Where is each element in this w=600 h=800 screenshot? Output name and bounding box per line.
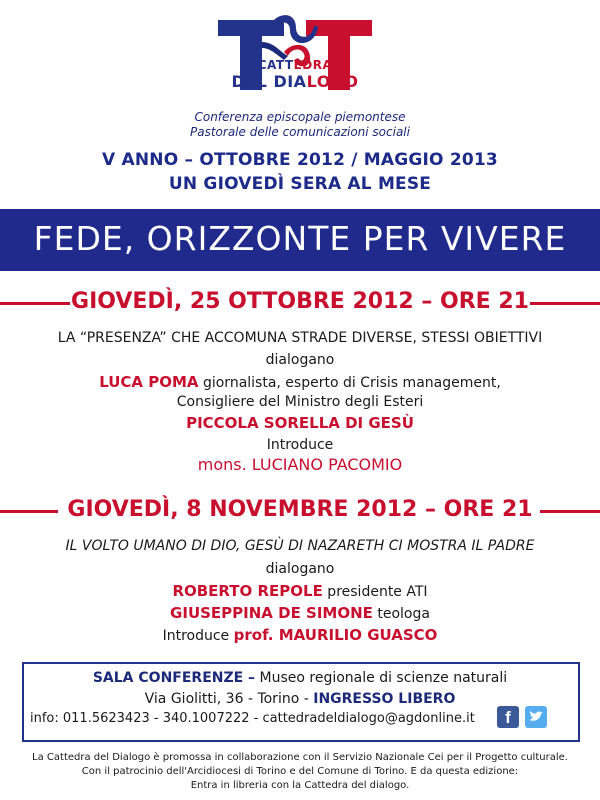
event2-introduce: Introduce [162,628,234,644]
venue-info: info: 011.5623423 - 340.1007222 - cattedradeldialogo@agdonline.it [30,711,475,726]
event1-dialogano: dialogano [265,352,335,368]
event2-topic: IL VOLTO UMANO DI DIO, GESÙ DI NAZARETH CI MOSTRA IL PADRE [65,538,535,554]
event2-speaker1-role: presidente ATI [322,584,428,600]
season-line1: V ANNO – OTTOBRE 2012 / MAGGIO 2013 [102,150,498,170]
logo-text-line2: DEL DIALOGO [231,72,359,91]
venue-name: SALA CONFERENZE – [92,670,256,686]
event1-moderator: mons. LUCIANO PACOMIO [197,455,403,474]
event1-speaker1-role: giornalista, esperto di Crisis management, [198,375,501,391]
footer-line3: Entra in libreria con la Cattedra del dialogo. [190,780,410,791]
venue-entry: INGRESSO LIBERO [313,691,456,707]
event2-date: GIOVEDÌ, 8 NOVEMBRE 2012 – ORE 21 [67,497,533,522]
footer-line1: La Cattedra del Dialogo è promossa in collaborazione con il Servizio Nazionale Cei per il Progetto culturale. [32,752,568,763]
event1-topic: LA “PRESENZA” CHE ACCOMUNA STRADE DIVERSE, STESSI OBIETTIVI [57,330,543,346]
organizer-line2: Pastorale delle comunicazioni sociali [190,125,410,139]
twitter-bird-icon [525,706,547,728]
event2-speaker1 [0,582,600,600]
event2-speaker1-name: ROBERTO REPOLE [172,582,323,600]
logo [214,12,376,108]
event2-speaker2-name: GIUSEPPINA DE SIMONE [170,604,373,622]
event2-dialogano: dialogano [265,561,335,577]
footer-line2: Con il patrocinio dell'Arcidiocesi di Torino e del Comune di Torino. E da questa edizione: [81,766,519,777]
venue-line2 [0,691,600,707]
event2-speaker2-role: teologa [372,606,430,622]
event2-moderator: prof. MAURILIO GUASCO [233,626,438,644]
event1-speaker1 [0,373,600,391]
event1-speaker1-role-b: Consigliere del Ministro degli Esteri [176,394,424,410]
event2-speaker2 [0,604,600,622]
season-line2: UN GIOVEDÌ SERA AL MESE [168,174,432,194]
event1-date: GIOVEDÌ, 25 OTTOBRE 2012 – ORE 21 [71,289,529,314]
twitter-icon[interactable] [525,706,547,728]
venue-address: Via Giolitti, 36 - Torino - [144,691,314,707]
logo-text-line1: CATTEDRA [257,58,333,72]
event1-speaker2: PICCOLA SORELLA DI GESÙ [186,414,414,432]
event1-introduce: Introduce [266,437,334,453]
venue-line1 [0,670,600,686]
venue-museum: Museo regionale di scienze naturali [255,670,508,686]
organizer-line1: Conferenza episcopale piemontese [194,110,406,124]
event2-introduce-line [0,626,600,644]
facebook-icon[interactable]: f [497,706,519,728]
banner-title: FEDE, ORIZZONTE PER VIVERE [33,219,567,258]
event1-speaker1-name: LUCA POMA [99,373,199,391]
